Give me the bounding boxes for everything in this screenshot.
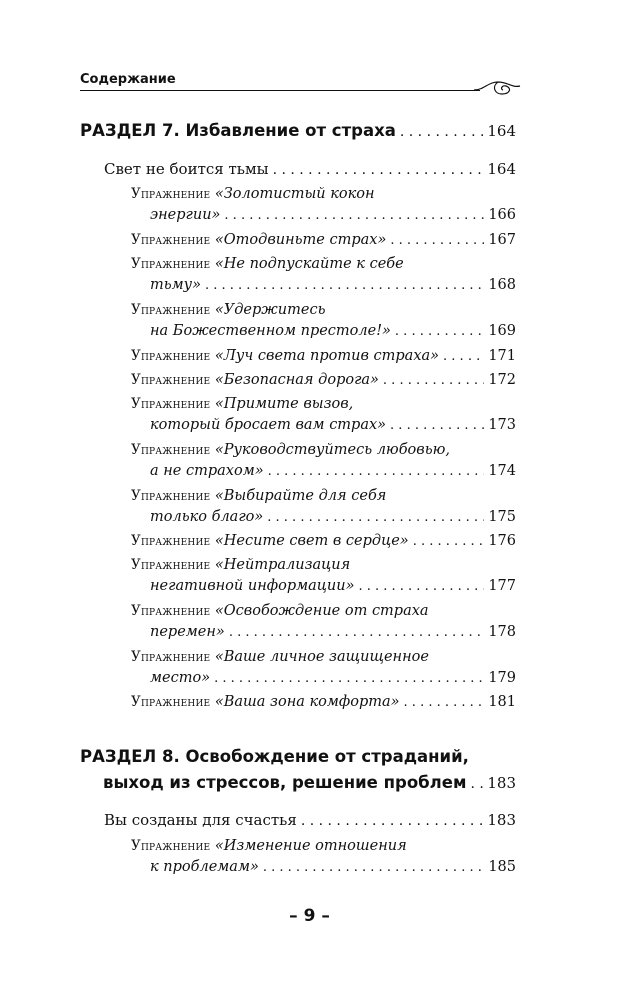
leader-dots xyxy=(301,813,484,829)
chapter-7-title: Свет не боится тьмы xyxy=(104,160,269,178)
exercise-page: 171 xyxy=(488,348,516,364)
exercise-title-line1: «Удержитесь xyxy=(214,302,326,318)
exercise-title: «Отодвиньте страх» xyxy=(214,232,387,248)
exercise-entry-line2[interactable] xyxy=(150,578,516,594)
section-8-title-line1: РАЗДЕЛ 8. Освобождение от страданий, xyxy=(80,747,469,766)
exercise-entry-line2[interactable] xyxy=(150,277,516,293)
leader-dots xyxy=(470,776,483,792)
chapter-8-title: Вы созданы для счастья xyxy=(104,811,297,829)
exercise-entry[interactable] xyxy=(131,533,516,549)
section-8-entry-line2[interactable] xyxy=(103,773,516,792)
exercise-label: Упражнение xyxy=(131,603,211,619)
exercise-page: 168 xyxy=(488,277,516,293)
exercise-page: 177 xyxy=(488,578,516,594)
exercise-entry-line2[interactable] xyxy=(150,417,516,433)
exercise-entry[interactable] xyxy=(131,302,325,318)
exercise-entry[interactable] xyxy=(131,372,516,388)
leader-dots xyxy=(267,510,484,525)
exercise-label: Упражнение xyxy=(131,694,211,710)
exercise-label: Упражнение xyxy=(131,232,211,248)
page-number: – 9 – xyxy=(289,906,330,926)
leader-dots xyxy=(383,373,484,388)
exercise-entry[interactable] xyxy=(131,186,375,202)
exercise-entry-line2[interactable] xyxy=(150,323,516,339)
exercise-title-line2: на Божественном престоле!» xyxy=(150,323,391,339)
leader-dots xyxy=(358,579,484,594)
exercise-title-line1: «Выбирайте для себя xyxy=(214,488,387,504)
exercise-title: «Ваша зона комфорта» xyxy=(214,694,400,710)
leader-dots xyxy=(443,349,484,364)
section-7-entry[interactable] xyxy=(80,121,516,140)
exercise-entry[interactable] xyxy=(131,396,353,412)
exercise-entry[interactable] xyxy=(131,694,516,710)
exercise-label: Упражнение xyxy=(131,557,211,573)
running-header xyxy=(80,70,520,100)
exercise-entry[interactable] xyxy=(131,348,516,364)
section-7-title: РАЗДЕЛ 7. Избавление от страха xyxy=(80,121,396,140)
exercise-title-line2: только благо» xyxy=(150,509,264,525)
exercise-label: Упражнение xyxy=(131,186,211,202)
exercise-page: 169 xyxy=(488,323,516,339)
exercise-entry[interactable] xyxy=(131,488,386,504)
exercise-title-line2: негативной информации» xyxy=(150,578,355,594)
exercise-entry[interactable] xyxy=(131,838,407,854)
exercise-title-line2: который бросает вам страх» xyxy=(150,417,387,433)
exercise-entry[interactable] xyxy=(131,232,516,248)
exercise-label: Упражнение xyxy=(131,256,211,272)
exercise-title-line2: место» xyxy=(150,670,211,686)
exercise-entry[interactable] xyxy=(131,256,404,272)
exercise-title-line1: «Ваше личное защищенное xyxy=(214,649,429,665)
exercise-title-line2: энергии» xyxy=(150,207,221,223)
chapter-8-page: 183 xyxy=(487,811,516,829)
leader-dots xyxy=(404,695,485,710)
leader-dots xyxy=(268,464,485,479)
exercise-title-line1: «Руководствуйтесь любовью, xyxy=(214,442,450,458)
exercise-page: 181 xyxy=(488,694,516,710)
leader-dots xyxy=(229,625,485,640)
chapter-8-entry[interactable] xyxy=(104,811,516,829)
leader-dots xyxy=(263,860,484,875)
exercise-entry[interactable] xyxy=(131,442,450,458)
leader-dots xyxy=(205,278,484,293)
exercise-title-line1: «Не подпускайте к себе xyxy=(214,256,404,272)
exercise-entry-line2[interactable] xyxy=(150,859,516,875)
running-title: Содержание xyxy=(80,72,176,87)
exercise-entry[interactable] xyxy=(131,557,350,573)
exercise-page: 185 xyxy=(488,859,516,875)
chapter-7-entry[interactable] xyxy=(104,160,516,178)
exercise-label: Упражнение xyxy=(131,488,211,504)
exercise-title-line1: «Нейтрализация xyxy=(214,557,351,573)
exercise-page: 174 xyxy=(488,463,516,479)
exercise-entry[interactable] xyxy=(131,603,429,619)
exercise-title-line2: тьму» xyxy=(150,277,201,293)
header-rule xyxy=(80,90,480,91)
exercise-page: 176 xyxy=(488,533,516,549)
exercise-title-line1: «Освобождение от страха xyxy=(214,603,429,619)
section-8-entry[interactable] xyxy=(80,747,469,766)
exercise-title-line1: «Примите вызов, xyxy=(214,396,354,412)
exercise-page: 167 xyxy=(488,232,516,248)
leader-dots xyxy=(395,324,484,339)
leader-dots xyxy=(390,233,484,248)
exercise-page: 178 xyxy=(488,624,516,640)
exercise-label: Упражнение xyxy=(131,348,211,364)
exercise-entry[interactable] xyxy=(131,649,429,665)
exercise-label: Упражнение xyxy=(131,442,211,458)
exercise-label: Упражнение xyxy=(131,396,211,412)
section-7-page: 164 xyxy=(487,122,516,140)
exercise-title: «Несите свет в сердце» xyxy=(214,533,409,549)
leader-dots xyxy=(400,124,483,140)
chapter-7-page: 164 xyxy=(487,160,516,178)
leader-dots xyxy=(273,162,484,178)
exercise-page: 175 xyxy=(488,509,516,525)
section-8-page: 183 xyxy=(487,774,516,792)
exercise-entry-line2[interactable] xyxy=(150,509,516,525)
exercise-entry-line2[interactable] xyxy=(150,207,516,223)
exercise-label: Упражнение xyxy=(131,649,211,665)
exercise-entry-line2[interactable] xyxy=(150,624,516,640)
exercise-title-line1: «Золотистый кокон xyxy=(214,186,375,202)
flourish-ornament-icon xyxy=(472,76,524,100)
exercise-label: Упражнение xyxy=(131,302,211,318)
exercise-title-line2: а не страхом» xyxy=(150,463,264,479)
section-8-title-line2: выход из стрессов, решение проблем xyxy=(103,773,467,792)
exercise-entry-line2[interactable] xyxy=(150,670,516,686)
leader-dots xyxy=(224,208,484,223)
exercise-title-line2: перемен» xyxy=(150,624,225,640)
leader-dots xyxy=(413,534,485,549)
exercise-title: «Безопасная дорога» xyxy=(214,372,379,388)
exercise-page: 172 xyxy=(488,372,516,388)
exercise-page: 179 xyxy=(488,670,516,686)
exercise-page: 166 xyxy=(488,207,516,223)
exercise-page: 173 xyxy=(488,417,516,433)
leader-dots xyxy=(214,671,484,686)
exercise-label: Упражнение xyxy=(131,372,211,388)
exercise-title: «Луч света против страха» xyxy=(214,348,440,364)
exercise-title-line2: к проблемам» xyxy=(150,859,259,875)
exercise-title-line1: «Изменение отношения xyxy=(214,838,407,854)
exercise-label: Упражнение xyxy=(131,838,211,854)
leader-dots xyxy=(390,418,484,433)
exercise-label: Упражнение xyxy=(131,533,211,549)
exercise-entry-line2[interactable] xyxy=(150,463,516,479)
